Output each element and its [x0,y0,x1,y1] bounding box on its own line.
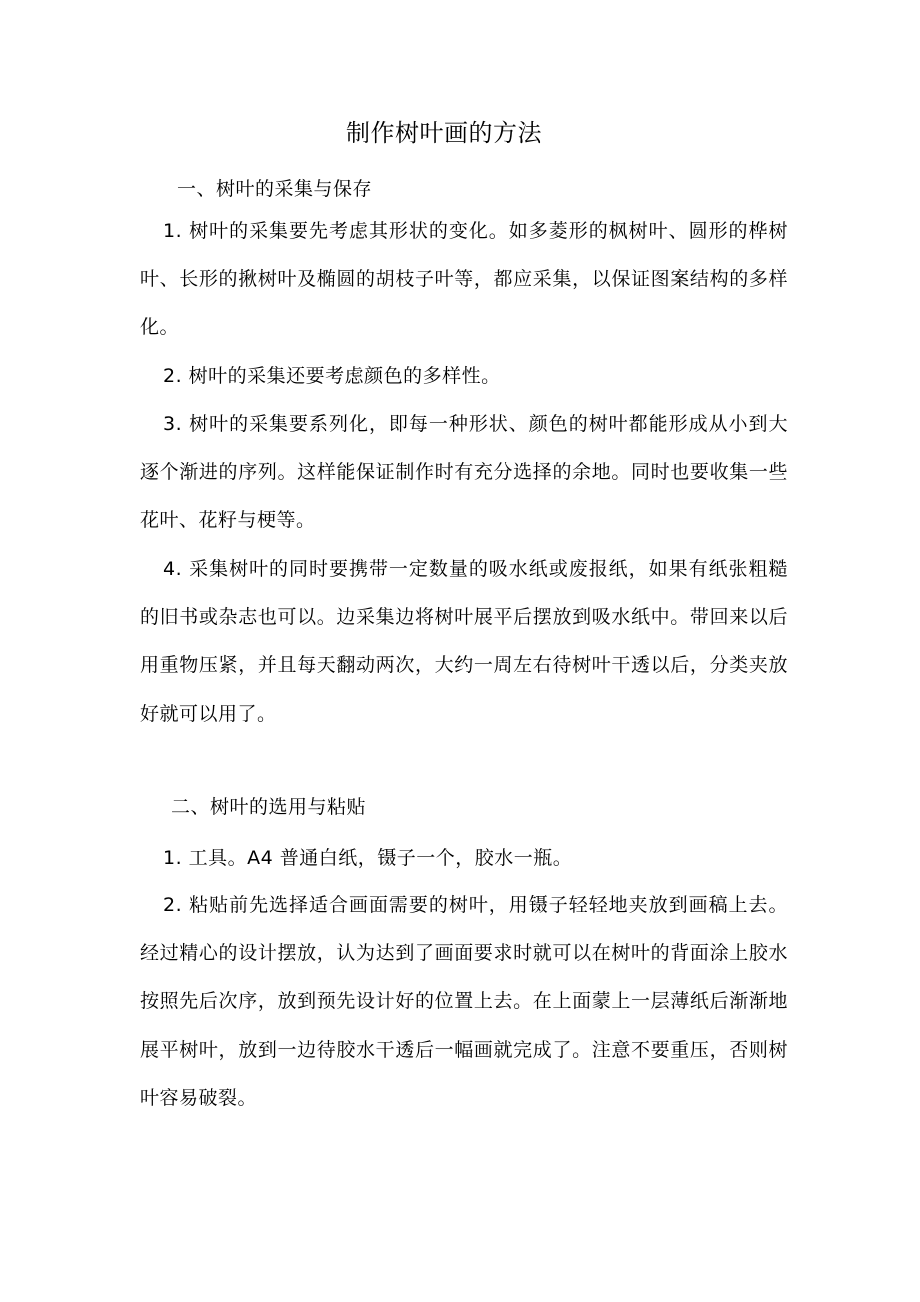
document-title: 制作树叶画的方法 [346,119,542,147]
section-heading-usage: 二、树叶的选用与粘贴 [171,796,367,818]
paragraph: 2. 粘贴前先选择适合画面需要的树叶，用镊子轻轻地夹放到画稿上去。经过精心的设计摆放，认为达到了画面要求时就可以在树叶的背面涂上胶水按照先后次序，放到预先设计好的位置上去。在上面蒙上一层薄纸后渐渐地展平树叶，放到一边待胶水干透后一幅画就完成了。注意不要重压，否则树叶容易破裂。 [140,894,788,1109]
section-heading-collection: 一、树叶的采集与保存 [177,178,373,200]
paragraph: 2. 树叶的采集还要考虑颜色的多样性。 [163,365,501,387]
paragraph: 1. 工具。A4 普通白纸，镊子一个，胶水一瓶。 [163,847,573,869]
paragraph: 4. 采集树叶的同时要携带一定数量的吸水纸或废报纸，如果有纸张粗糙的旧书或杂志也可以。边采集边将树叶展平后摆放到吸水纸中。带回来以后用重物压紧，并且每天翻动两次，大约一周左右待树叶干透以后，分类夹放好就可以用了。 [140,558,788,725]
paragraph: 1. 树叶的采集要先考虑其形状的变化。如多菱形的枫树叶、圆形的桦树叶、长形的揪树叶及椭圆的胡枝子叶等，都应采集，以保证图案结构的多样化。 [140,220,788,339]
paragraph: 3. 树叶的采集要系列化，即每一种形状、颜色的树叶都能形成从小到大逐个渐进的序列。这样能保证制作时有充分选择的余地。同时也要收集一些花叶、花籽与梗等。 [140,413,788,532]
